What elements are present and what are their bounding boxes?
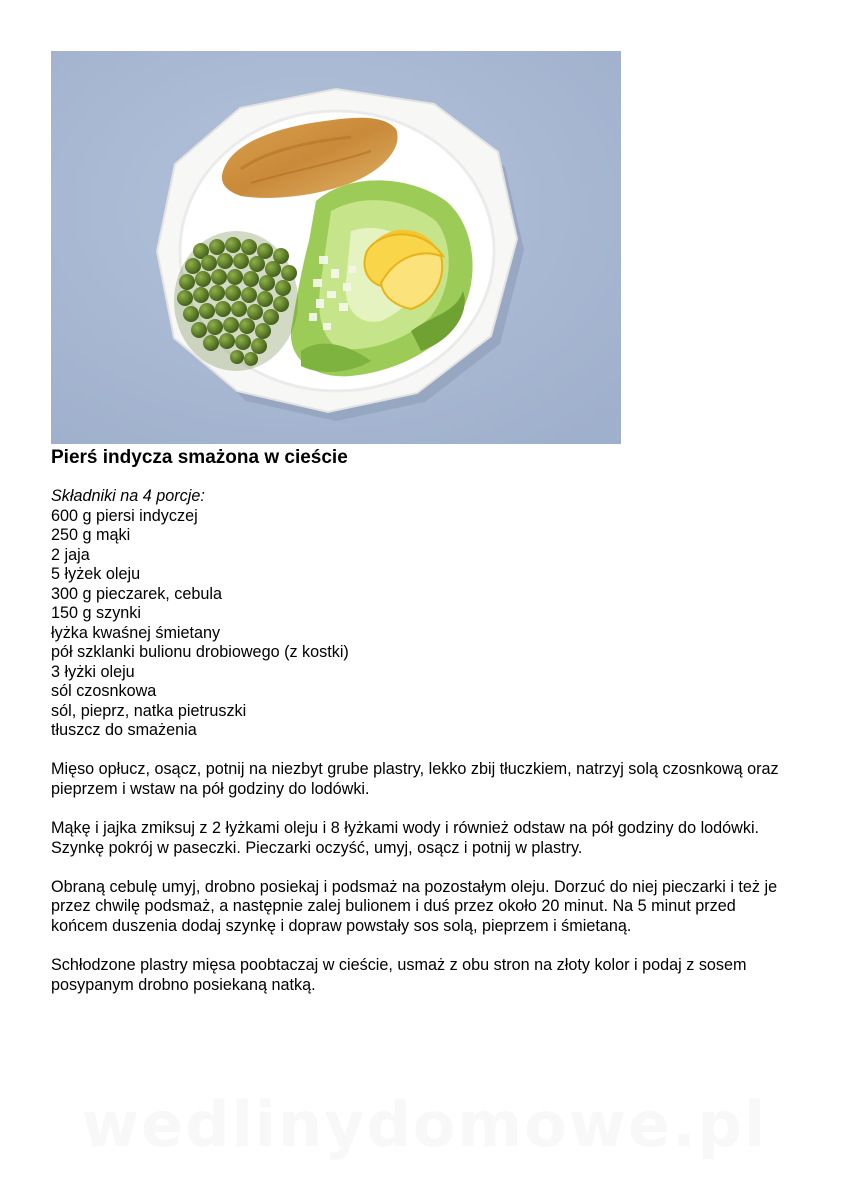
- preparation-steps: [51, 760, 791, 995]
- recipe-title: Pierś indycza smażona w cieście: [51, 447, 348, 468]
- step-paragraph: Mąkę i jajka zmiksuj z 2 łyżkami oleju i 8 łyżkami wody i również odstaw na pół godziny do lodówki. Szynkę pokrój w paseczki. Pieczarki oczyść, umyj, osącz i potnij w plastry.: [51, 819, 760, 857]
- step-paragraph: Schłodzone plastry mięsa poobtaczaj w cieście, usmaż z obu stron na złoty kolor i podaj z sosem posypanym drobno posiekaną natką.: [51, 956, 747, 994]
- step-paragraph: Obraną cebulę umyj, drobno posiekaj i podsmaż na pozostałym oleju. Dorzuć do niej pieczarki i też je przez chwilę podsmaż, a następnie zalej bulionem i duś przez około 20 minut. Na 5 minut przed końcem duszenia dodaj szynkę i dopraw powstały sos solą, pieprzem i śmietaną.: [51, 877, 778, 935]
- ingredient-item: tłuszcz do smażenia: [51, 721, 197, 739]
- ingredient-item: 250 g mąki: [51, 526, 131, 544]
- ingredient-item: łyżka kwaśnej śmietany: [51, 623, 221, 642]
- recipe-content: [51, 487, 791, 995]
- ingredient-item: pół szklanki bulionu drobiowego (z kostki): [51, 643, 349, 661]
- ingredient-item: 600 g piersi indyczej: [51, 506, 198, 525]
- recipe-photo: [51, 51, 621, 444]
- step-paragraph: Mięso opłucz, osącz, potnij na niezbyt grube plastry, lekko zbij tłuczkiem, natrzyj solą czosnkową oraz pieprzem i wstaw na pół godziny do lodówki.: [51, 760, 779, 798]
- ingredient-item: 150 g szynki: [51, 604, 141, 622]
- plate-illustration: [51, 51, 621, 444]
- ingredient-item: 3 łyżki oleju: [51, 662, 135, 681]
- ingredient-item: 2 jaja: [51, 545, 90, 564]
- peas: [174, 231, 298, 371]
- ingredient-item: sól czosnkowa: [51, 682, 157, 700]
- ingredients-list: [51, 507, 791, 741]
- ingredient-item: 5 łyżek oleju: [51, 565, 141, 583]
- site-watermark: wedlinydomowe.pl: [81, 1088, 768, 1161]
- ingredient-item: 300 g pieczarek, cebula: [51, 584, 222, 603]
- ingredients-heading: Składniki na 4 porcje:: [51, 487, 205, 505]
- ingredient-item: sól, pieprz, natka pietruszki: [51, 701, 247, 720]
